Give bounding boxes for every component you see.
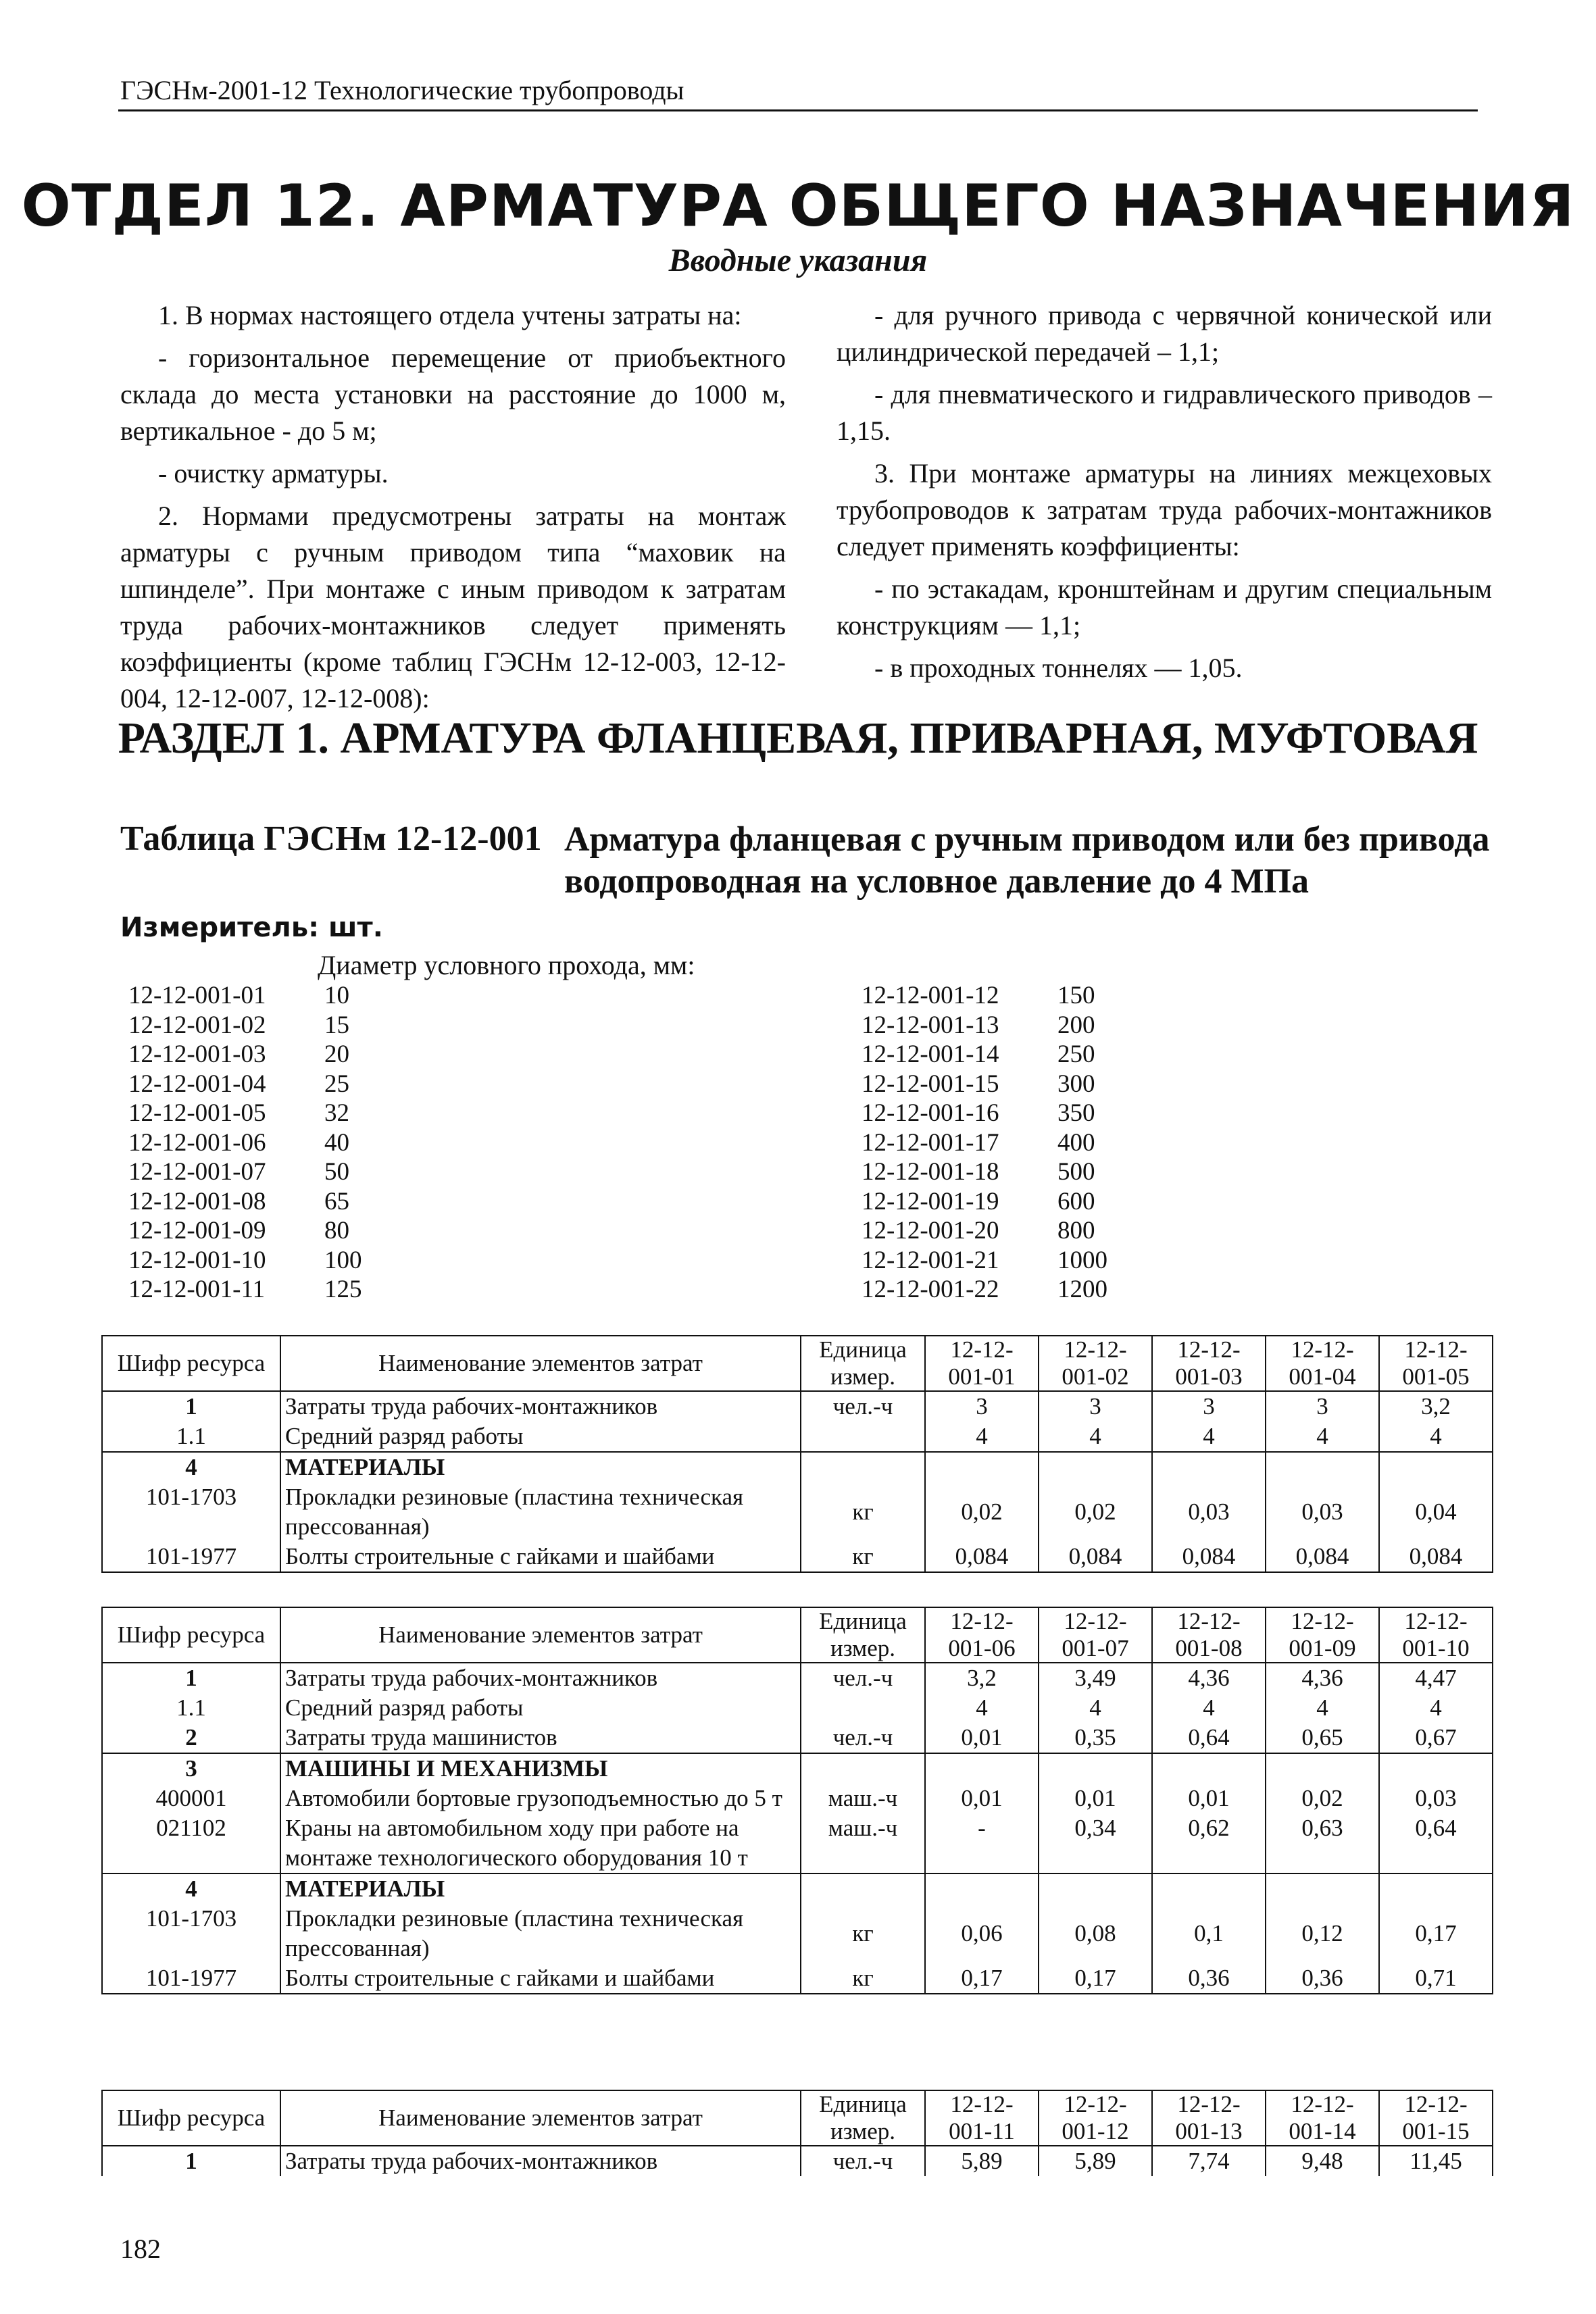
col-head-norm: 12-12-001-01 [925, 1336, 1039, 1391]
intro-title: Вводные указания [668, 243, 928, 278]
list-item: 12-12-001-11 125 [128, 1276, 362, 1303]
table-row: 1 Затраты труда рабочих-монтажников чел.-ч 5,89 5,89 7,74 9,48 11,45 [102, 2146, 1493, 2176]
diameter-label: Диаметр условного прохода, мм: [318, 950, 695, 980]
list-item: 12-12-001-15 300 [862, 1070, 1095, 1098]
col-head-norm: 12-12-001-07 [1039, 1607, 1152, 1663]
col-head-norm: 12-12-001-15 [1379, 2090, 1493, 2146]
table-row: 4 МАТЕРИАЛЫ [102, 1452, 1493, 1482]
section-title: РАЗДЕЛ 1. АРМАТУРА ФЛАНЦЕВАЯ, ПРИВАРНАЯ, МУФТОВАЯ [118, 713, 1478, 763]
col-head-norm: 12-12-001-10 [1379, 1607, 1493, 1663]
table-row: 101-1977 Болты строительные с гайками и шайбами кг 0,084 0,084 0,084 0,084 0,084 [102, 1542, 1493, 1572]
list-item: 12-12-001-09 80 [128, 1217, 349, 1244]
table-row: 400001 Автомобили бортовые грузоподъемностью до 5 т маш.-ч 0,01 0,01 0,01 0,02 0,03 [102, 1784, 1493, 1813]
list-item: 12-12-001-16 350 [862, 1099, 1095, 1127]
table-label: Таблица ГЭСНм 12-12-001 [120, 820, 542, 858]
chapter-title: ОТДЕЛ 12. АРМАТУРА ОБЩЕГО НАЗНАЧЕНИЯ [21, 172, 1575, 240]
col-head-code: Шифр ресурса [102, 2090, 280, 2146]
list-item: 12-12-001-08 65 [128, 1187, 349, 1215]
col-head-norm: 12-12-001-11 [925, 2090, 1039, 2146]
col-head-norm: 12-12-001-05 [1379, 1336, 1493, 1391]
intro-paragraph: 2. Нормами предусмотрены затраты на монтаж арматуры с ручным приводом типа “маховик на шпинделе”. При монтаже с иным приводом к затратам труда рабочих-монтажников следует применять коэффициенты (кроме таблиц ГЭСНм 12-12-003, 12-12-004, 12-12-007, 12-12-008): [120, 501, 786, 713]
list-item: 12-12-001-06 40 [128, 1128, 349, 1157]
list-item: 12-12-001-12 150 [862, 982, 1095, 1009]
page-number: 182 [120, 2234, 161, 2264]
header-rule [118, 109, 1478, 111]
col-head-norm: 12-12-001-08 [1152, 1607, 1266, 1663]
col-head-unit: Единица измер. [801, 1607, 925, 1663]
col-head-unit: Единица измер. [801, 2090, 925, 2146]
resource-table-1 [101, 1335, 1493, 1573]
col-head-norm: 12-12-001-14 [1266, 2090, 1379, 2146]
list-item: 12-12-001-18 500 [862, 1158, 1095, 1186]
table-row: 3 МАШИНЫ И МЕХАНИЗМЫ [102, 1753, 1493, 1784]
table-row: 1 Затраты труда рабочих-монтажников чел.-ч 3,2 3,49 4,36 4,36 4,47 [102, 1663, 1493, 1693]
table-header-row [102, 2090, 1493, 2146]
col-head-norm: 12-12-001-06 [925, 1607, 1039, 1663]
col-head-unit: Единица измер. [801, 1336, 925, 1391]
list-item: 12-12-001-21 1000 [862, 1246, 1107, 1274]
col-head-norm: 12-12-001-13 [1152, 2090, 1266, 2146]
list-item: 12-12-001-14 250 [862, 1040, 1095, 1068]
list-item: 12-12-001-19 600 [862, 1187, 1095, 1215]
intro-paragraph: - в проходных тоннелях — 1,05. [874, 653, 1243, 683]
col-head-norm: 12-12-001-02 [1039, 1336, 1152, 1391]
table-row: 1.1 Средний разряд работы 4 4 4 4 4 [102, 1693, 1493, 1723]
col-head-name: Наименование элементов затрат [280, 1336, 801, 1391]
intro-right-column [837, 297, 1492, 693]
table-header-row [102, 1607, 1493, 1663]
table-header-row [102, 1336, 1493, 1391]
intro-left-column [120, 297, 786, 723]
intro-paragraph: - горизонтальное перемещение от приобъектного склада до места установки на расстояние до 1000 м, вертикальное - до 5 м; [120, 343, 786, 446]
list-item: 12-12-001-02 15 [128, 1011, 349, 1039]
intro-paragraph: 1. В нормах настоящего отдела учтены затраты на: [158, 300, 742, 330]
list-item: 12-12-001-10 100 [128, 1246, 362, 1274]
table-row: 1 Затраты труда рабочих-монтажников чел.-ч 3 3 3 3 3,2 [102, 1391, 1493, 1422]
table-row: 101-1703 Прокладки резиновые (пластина техническая прессованная) кг 0,02 0,02 0,03 0,03 0,04 [102, 1482, 1493, 1542]
list-item: 12-12-001-22 1200 [862, 1276, 1107, 1303]
intro-paragraph: - для пневматического и гидравлического приводов – 1,15. [837, 379, 1492, 446]
intro-paragraph: - для ручного привода с червячной конической или цилиндрической передачей – 1,1; [837, 300, 1492, 367]
col-head-norm: 12-12-001-12 [1039, 2090, 1152, 2146]
table-row: 2 Затраты труда машинистов чел.-ч 0,01 0,35 0,64 0,65 0,67 [102, 1723, 1493, 1753]
col-head-norm: 12-12-001-03 [1152, 1336, 1266, 1391]
col-head-name: Наименование элементов затрат [280, 2090, 801, 2146]
resource-table-2 [101, 1607, 1493, 1994]
col-head-norm: 12-12-001-04 [1266, 1336, 1379, 1391]
table-row: 101-1977 Болты строительные с гайками и шайбами кг 0,17 0,17 0,36 0,36 0,71 [102, 1963, 1493, 1994]
col-head-code: Шифр ресурса [102, 1607, 280, 1663]
col-head-name: Наименование элементов затрат [280, 1607, 801, 1663]
list-item: 12-12-001-07 50 [128, 1158, 349, 1186]
table-row: 4 МАТЕРИАЛЫ [102, 1873, 1493, 1904]
list-item: 12-12-001-01 10 [128, 982, 349, 1009]
table-row: 101-1703 Прокладки резиновые (пластина техническая прессованная) кг 0,06 0,08 0,1 0,12 0,17 [102, 1904, 1493, 1963]
list-item: 12-12-001-05 32 [128, 1099, 349, 1127]
resource-table-3 [101, 2090, 1493, 2176]
col-head-norm: 12-12-001-09 [1266, 1607, 1379, 1663]
table-row: 1.1 Средний разряд работы 4 4 4 4 4 [102, 1422, 1493, 1452]
running-header: ГЭСНм-2001-12 Технологические трубопроводы [120, 75, 684, 105]
table-row: 021102 Краны на автомобильном ходу при работе на монтаже технологического оборудования 10 т маш.-ч - 0,34 0,62 0,63 0,64 [102, 1813, 1493, 1873]
intro-paragraph: 3. При монтаже арматуры на линиях межцеховых трубопроводов к затратам труда рабочих-монтажников следует применять коэффициенты: [837, 458, 1492, 561]
codes-left-list [128, 981, 362, 1305]
list-item: 12-12-001-20 800 [862, 1217, 1095, 1244]
list-item: 12-12-001-17 400 [862, 1128, 1095, 1157]
intro-paragraph: - очистку арматуры. [158, 458, 389, 488]
intro-paragraph: - по эстакадам, кронштейнам и другим специальным конструкциям — 1,1; [837, 574, 1492, 640]
list-item: 12-12-001-13 200 [862, 1011, 1095, 1039]
codes-right-list [862, 981, 1107, 1305]
measure-unit: Измеритель: шт. [120, 912, 383, 943]
col-head-code: Шифр ресурса [102, 1336, 280, 1391]
table-title: Арматура фланцевая с ручным приводом или без привода водопроводная на условное давление до 4 МПа [564, 820, 1490, 901]
list-item: 12-12-001-04 25 [128, 1070, 349, 1098]
list-item: 12-12-001-03 20 [128, 1040, 349, 1068]
